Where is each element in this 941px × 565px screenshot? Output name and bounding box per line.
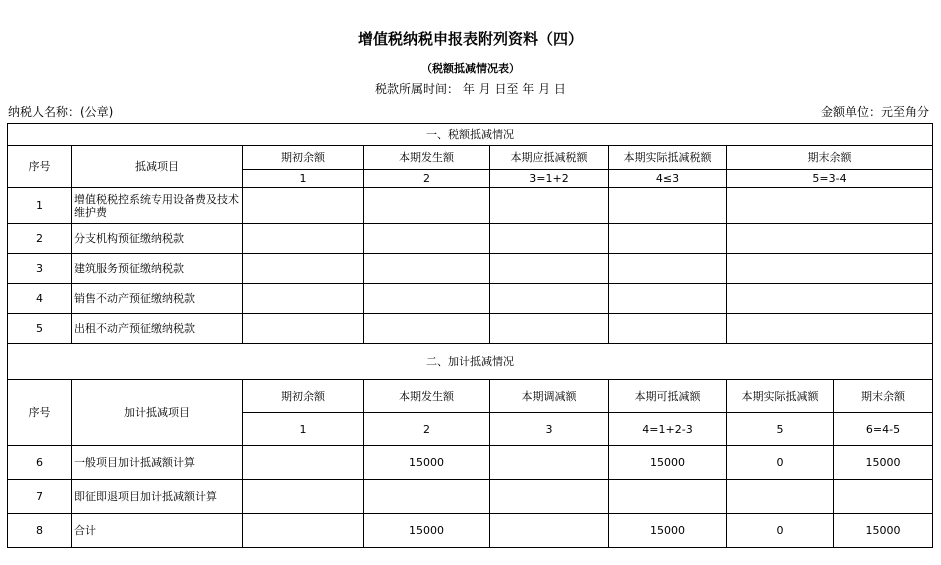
value-cell[interactable] <box>243 480 364 514</box>
row-number: 4 <box>8 284 72 314</box>
table-row <box>8 188 933 224</box>
value-cell[interactable] <box>243 254 364 284</box>
value-cell[interactable] <box>490 314 609 344</box>
section2-title-row <box>8 344 933 380</box>
section2-formula: 2 <box>364 413 490 446</box>
section1-col3-header: 本期应抵减税额 <box>490 146 609 170</box>
section2-col2-header: 本期发生额 <box>364 380 490 413</box>
row-number: 5 <box>8 314 72 344</box>
value-cell[interactable] <box>727 480 834 514</box>
section1-formula: 2 <box>364 170 490 188</box>
value-cell[interactable] <box>490 224 609 254</box>
value-cell[interactable]: 0 <box>727 446 834 480</box>
row-number: 7 <box>8 480 72 514</box>
section2-col1-header: 期初余额 <box>243 380 364 413</box>
section1-header-row <box>8 146 933 170</box>
section1-seq-header: 序号 <box>8 146 72 188</box>
value-cell[interactable] <box>364 284 490 314</box>
section1-item-header: 抵减项目 <box>72 146 243 188</box>
section1-formula: 3=1+2 <box>490 170 609 188</box>
table-row-total <box>8 514 933 548</box>
section2-formula: 6=4-5 <box>834 413 933 446</box>
table-row <box>8 254 933 284</box>
value-cell[interactable] <box>364 188 490 224</box>
row-number: 1 <box>8 188 72 224</box>
section1-col5-header: 期末余额 <box>727 146 933 170</box>
value-cell[interactable] <box>490 254 609 284</box>
section2-header-row <box>8 380 933 413</box>
value-cell[interactable] <box>609 254 727 284</box>
value-cell[interactable]: 15000 <box>364 514 490 548</box>
value-cell[interactable]: 15000 <box>834 446 933 480</box>
section1-formula: 4≤3 <box>609 170 727 188</box>
table-row <box>8 224 933 254</box>
value-cell[interactable] <box>364 480 490 514</box>
row-item-name: 即征即退项目加计抵减额计算 <box>72 480 243 514</box>
value-cell[interactable] <box>609 188 727 224</box>
section2-item-header: 加计抵减项目 <box>72 380 243 446</box>
value-cell[interactable] <box>490 284 609 314</box>
form-title: 增值税纳税申报表附列资料（四） <box>357 30 583 48</box>
section2-formula: 4=1+2-3 <box>609 413 727 446</box>
section2-formula: 3 <box>490 413 609 446</box>
value-cell[interactable] <box>243 314 364 344</box>
table-row <box>8 446 933 480</box>
section2-col4-header: 本期可抵减额 <box>609 380 727 413</box>
section1-title: 一、税额抵减情况 <box>8 124 933 146</box>
value-cell[interactable] <box>364 224 490 254</box>
value-cell[interactable] <box>727 314 933 344</box>
deduction-table <box>7 123 933 548</box>
value-cell[interactable] <box>243 188 364 224</box>
value-cell[interactable] <box>243 284 364 314</box>
value-cell[interactable]: 0 <box>727 514 834 548</box>
value-cell[interactable] <box>364 314 490 344</box>
value-cell[interactable] <box>490 514 609 548</box>
value-cell[interactable] <box>490 480 609 514</box>
value-cell[interactable]: 15000 <box>834 514 933 548</box>
row-number: 3 <box>8 254 72 284</box>
value-cell[interactable]: 15000 <box>609 446 727 480</box>
section1-col2-header: 本期发生额 <box>364 146 490 170</box>
value-cell[interactable]: 15000 <box>364 446 490 480</box>
section2-formula: 5 <box>727 413 834 446</box>
taxpayer-label: 纳税人名称：(公章) <box>8 105 114 119</box>
section1-col1-header: 期初余额 <box>243 146 364 170</box>
value-cell[interactable] <box>727 254 933 284</box>
tax-period: 税款所属时间： 年 月 日至 年 月 日 <box>375 82 566 96</box>
section2-seq-header: 序号 <box>8 380 72 446</box>
row-item-name: 合计 <box>72 514 243 548</box>
section1-formula: 5=3-4 <box>727 170 933 188</box>
section2-col3-header: 本期调减额 <box>490 380 609 413</box>
section1-title-row <box>8 124 933 146</box>
table-row <box>8 480 933 514</box>
row-number: 6 <box>8 446 72 480</box>
value-cell[interactable] <box>490 446 609 480</box>
row-number: 2 <box>8 224 72 254</box>
value-cell[interactable] <box>609 224 727 254</box>
section2-title: 二、加计抵减情况 <box>8 344 933 380</box>
row-number: 8 <box>8 514 72 548</box>
value-cell[interactable] <box>609 284 727 314</box>
section2-col6-header: 期末余额 <box>834 380 933 413</box>
value-cell[interactable] <box>243 514 364 548</box>
row-item-name: 销售不动产预征缴纳税款 <box>72 284 243 314</box>
table-row <box>8 284 933 314</box>
section2-col5-header: 本期实际抵减额 <box>727 380 834 413</box>
amount-unit: 金额单位：元至角分 <box>820 105 929 119</box>
value-cell[interactable] <box>727 224 933 254</box>
form-subtitle: （税额抵减情况表） <box>421 62 520 75</box>
row-item-name: 分支机构预征缴纳税款 <box>72 224 243 254</box>
value-cell[interactable] <box>609 314 727 344</box>
value-cell[interactable] <box>490 188 609 224</box>
value-cell[interactable] <box>609 480 727 514</box>
value-cell[interactable]: 15000 <box>609 514 727 548</box>
section1-formula: 1 <box>243 170 364 188</box>
table-row <box>8 314 933 344</box>
section1-col4-header: 本期实际抵减税额 <box>609 146 727 170</box>
value-cell[interactable] <box>834 480 933 514</box>
value-cell[interactable] <box>243 446 364 480</box>
row-item-name: 出租不动产预征缴纳税款 <box>72 314 243 344</box>
value-cell[interactable] <box>727 188 933 224</box>
row-item-name: 建筑服务预征缴纳税款 <box>72 254 243 284</box>
value-cell[interactable] <box>364 254 490 284</box>
row-item-name: 一般项目加计抵减额计算 <box>72 446 243 480</box>
value-cell[interactable] <box>727 284 933 314</box>
section2-formula: 1 <box>243 413 364 446</box>
row-item-name: 增值税税控系统专用设备费及技术维护费 <box>72 188 243 224</box>
value-cell[interactable] <box>243 224 364 254</box>
